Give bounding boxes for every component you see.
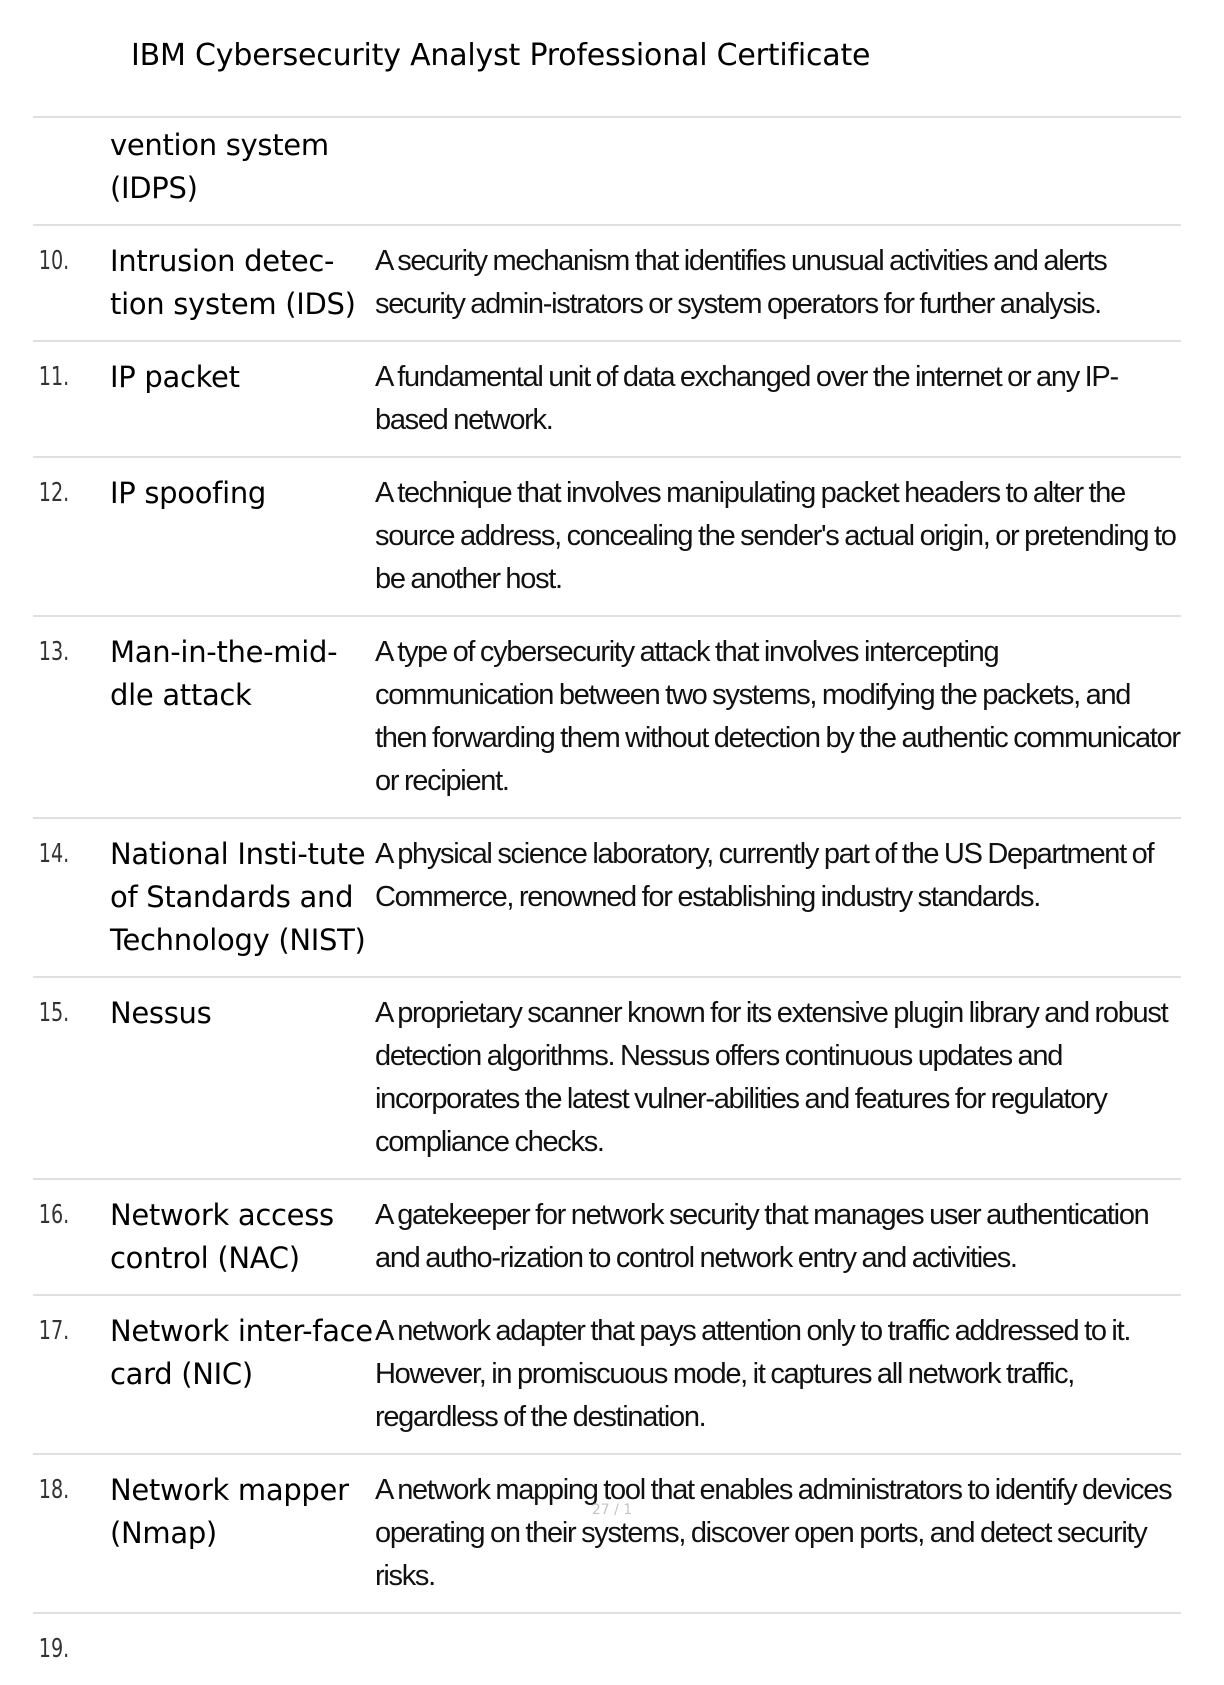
row-number: 12. <box>38 478 70 508</box>
glossary-definition: A gatekeeper for network security that manages user authentication and autho-rization to control network entry and activities. <box>375 1199 1149 1274</box>
glossary-row <box>33 226 1181 340</box>
row-number: 18. <box>38 1475 70 1505</box>
row-number: 16. <box>38 1200 70 1230</box>
glossary-definition: A physical science laboratory, currently part of the US Department of Commerce, renowned for establishing industry standards. <box>375 838 1154 913</box>
row-number: 17. <box>38 1316 70 1346</box>
glossary-row <box>33 1455 1181 1612</box>
glossary-row <box>33 1296 1181 1453</box>
glossary-term: Network mapper (Nmap) <box>110 1473 349 1550</box>
row-number: 11. <box>38 362 70 392</box>
row-number: 19. <box>38 1634 70 1664</box>
glossary-definition: A network adapter that pays attention only to traffic addressed to it. However, in promiscuous mode, it captures all network traffic, regardless of the destination. <box>375 1315 1131 1433</box>
glossary-term: Network access control (NAC) <box>110 1198 334 1275</box>
glossary-term: Network inter-face card (NIC) <box>110 1314 373 1391</box>
glossary-row <box>33 1180 1181 1294</box>
page-number: 27 / 1 <box>591 1502 633 1518</box>
glossary-term: National Insti-tute of Standards and Technology (NIST) <box>110 837 366 957</box>
glossary-definition: A network mapping tool that enables administrators to identify devices operating on their systems, discover open ports, and detect security risks. <box>375 1474 1172 1592</box>
glossary-term: Intrusion detec-tion system (IDS) <box>110 244 356 321</box>
row-number: 14. <box>38 839 70 869</box>
glossary-definition: A technique that involves manipulating packet headers to alter the source address, concealing the sender's actual origin, or pretending to be another host. <box>375 477 1176 595</box>
glossary-row <box>33 458 1181 615</box>
row-number: 13. <box>38 637 70 667</box>
row-number: 15. <box>38 998 70 1028</box>
glossary-row <box>33 342 1181 456</box>
glossary-definition: A security mechanism that identifies unusual activities and alerts security admin-istrators or system operators for further analysis. <box>375 245 1107 320</box>
glossary-term: IP packet <box>110 360 240 394</box>
glossary-table <box>33 116 1181 1685</box>
page-title: IBM Cybersecurity Analyst Professional Certificate <box>131 38 871 73</box>
glossary-row <box>33 978 1181 1178</box>
glossary-term: Nessus <box>110 996 212 1030</box>
row-number: 10. <box>38 246 70 276</box>
glossary-row <box>33 819 1181 976</box>
glossary-definition: A fundamental unit of data exchanged over the internet or any IP-based network. <box>375 361 1118 436</box>
glossary-definition: A proprietary scanner known for its extensive plugin library and robust detection algorithms. Nessus offers continuous updates and incorporates the latest vulner-abilities and features for regulatory compliance checks. <box>375 997 1168 1158</box>
glossary-term: IP spoofing <box>110 476 267 510</box>
glossary-term: vention system (IDPS) <box>110 128 329 205</box>
glossary-definition: A type of cybersecurity attack that involves intercepting communication between two systems, modifying the packets, and then forwarding them without detection by the authentic communicator or recipient. <box>375 636 1180 797</box>
glossary-row <box>33 1614 1181 1685</box>
glossary-row-continued <box>33 118 1181 224</box>
glossary-term: Man-in-the-mid-dle attack <box>110 635 338 712</box>
glossary-row <box>33 617 1181 817</box>
